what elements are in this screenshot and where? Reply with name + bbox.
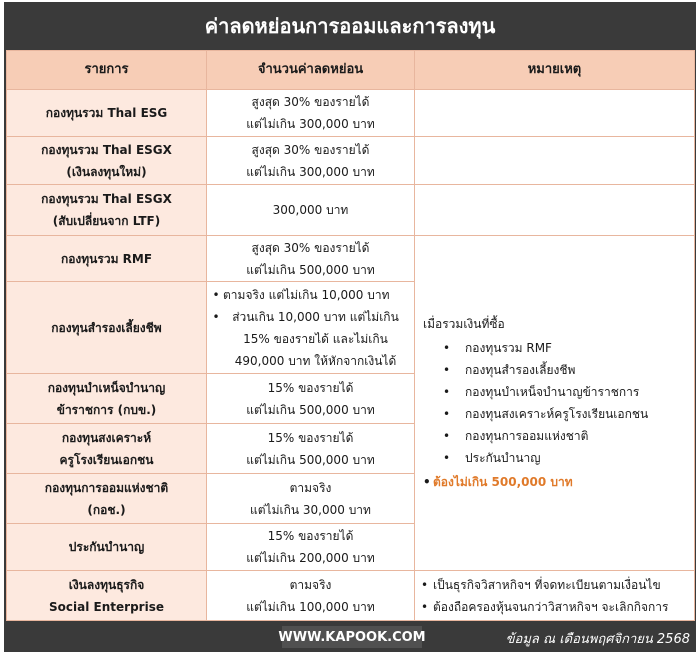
amount-line: แต่ไม่เกิน 500,000 บาท (246, 402, 375, 417)
item-sublabel: (กอช.) (87, 502, 126, 517)
table-row (7, 236, 695, 282)
bullet-icon: • (443, 341, 451, 355)
table-row (7, 185, 695, 236)
item-cell (7, 474, 207, 524)
amount-cell (207, 185, 415, 236)
amount-line: 15% ของรายได้ (267, 529, 354, 543)
item-cell (7, 571, 207, 621)
amount-bullet-text: ตามจริง แต่ไม่เกิน 10,000 บาท (223, 287, 390, 302)
item-cell (7, 137, 207, 185)
item-cell (7, 374, 207, 424)
bullet-icon: • (421, 599, 429, 614)
bullet-icon: • (423, 475, 431, 489)
amount-line: แต่ไม่เกิน 500,000 บาท (246, 262, 375, 277)
bullet-icon: • (443, 385, 451, 399)
amount-cell (207, 137, 415, 185)
note-item-text: กองทุนสงเคราะห์ครูโรงเรียนเอกชน (465, 407, 649, 421)
amount-line: แต่ไม่เกิน 300,000 บาท (246, 164, 375, 179)
note-list-item (421, 574, 688, 596)
amount-cell (207, 90, 415, 137)
limit-warning-text: ต้องไม่เกิน 500,000 บาท (433, 475, 573, 489)
note-list-item (421, 596, 688, 618)
bullet-icon: • (443, 407, 451, 421)
item-cell (7, 282, 207, 374)
amount-line: สูงสุด 30% ของรายได้ (251, 142, 370, 157)
brand-link[interactable]: WWW.KAPOOK.COM (282, 626, 422, 648)
column-header-item: รายการ (7, 51, 207, 90)
amount-cell (207, 424, 415, 474)
table-header-row (7, 51, 695, 90)
amount-cell (207, 236, 415, 282)
column-header-note: หมายเหตุ (415, 51, 695, 90)
item-label: เงินลงทุนธุรกิจ (68, 577, 145, 592)
amount-bullet (209, 306, 408, 372)
item-label: กองทุนรวม Thal ESGX (41, 192, 172, 206)
column-header-amount: จำนวนค่าลดหย่อน (207, 51, 415, 90)
amount-line: แต่ไม่เกิน 200,000 บาท (246, 551, 375, 565)
item-sublabel: ข้าราชการ (กบข.) (56, 402, 157, 417)
note-item-text: กองทุนบำเหน็จบำนาญข้าราชการ (465, 385, 640, 399)
item-label: กองทุนการออมแห่งชาติ (44, 480, 169, 495)
item-label: กองทุนสงเคราะห์ (61, 430, 152, 445)
item-label: ประกันบำนาญ (68, 540, 145, 554)
bullet-icon: • (443, 429, 451, 443)
table-row (7, 571, 695, 621)
item-cell (7, 90, 207, 137)
amount-line: สูงสุด 30% ของรายได้ (251, 95, 370, 109)
item-label: กองทุนรวม Thal ESG (45, 106, 168, 120)
bullet-icon: • (212, 309, 220, 324)
amount-line: ตามจริง (289, 577, 332, 592)
item-sublabel: Social Enterprise (49, 599, 164, 614)
amount-cell (207, 474, 415, 524)
note-item-text: กองทุนการออมแห่งชาติ (465, 429, 589, 443)
item-label: กองทุนรวม Thal ESGX (41, 142, 172, 157)
amount-line: 15% ของรายได้ (267, 430, 354, 445)
footer-bar (4, 624, 696, 652)
amount-cell (207, 374, 415, 424)
note-cell-empty (415, 137, 695, 185)
amount-line: 300,000 บาท (272, 203, 349, 217)
amount-line: แต่ไม่เกิน 30,000 บาท (250, 502, 371, 517)
table-row (7, 90, 695, 137)
table-row (7, 137, 695, 185)
note-item-text: ต้องถือครองหุ้นจนกว่าวิสาหกิจฯ จะเลิกกิจการ (433, 599, 669, 614)
item-label: กองทุนสำรองเลี้ยงชีพ (51, 320, 162, 335)
bullet-icon: • (421, 577, 429, 592)
item-sublabel: (เงินลงทุนใหม่) (66, 164, 147, 179)
amount-cell (207, 524, 415, 571)
note-list-item (423, 425, 688, 447)
item-sublabel: ครูโรงเรียนเอกชน (59, 452, 154, 467)
social-enterprise-note-cell (415, 571, 695, 621)
combined-limit-note (421, 313, 688, 493)
item-label: กองทุนรวม RMF (60, 251, 153, 266)
note-list-item (423, 403, 688, 425)
amount-line: ตามจริง (289, 480, 332, 495)
item-cell (7, 524, 207, 571)
amount-line: แต่ไม่เกิน 500,000 บาท (246, 452, 375, 467)
combined-limit-note-cell (415, 236, 695, 571)
bullet-icon: • (212, 287, 220, 302)
data-source-note: ข้อมูล ณ เดือนพฤศจิกายน 2568 (505, 631, 690, 647)
amount-bullet-text: ส่วนเกิน 10,000 บาท แต่ไม่เกิน 15% ของรายได้ และไม่เกิน 490,000 บาท ให้หักจากเงินได้ (232, 309, 399, 368)
deduction-table (6, 50, 695, 621)
amount-line: 15% ของรายได้ (267, 380, 354, 395)
infographic-frame (4, 2, 696, 652)
page-title: ค่าลดหย่อนการออมและการลงทุน (204, 14, 496, 38)
note-cell-empty (415, 90, 695, 137)
limit-warning (423, 471, 688, 493)
amount-bullet (209, 284, 408, 306)
bullet-icon: • (443, 363, 451, 377)
note-item-text: เป็นธุรกิจวิสาหกิจฯ ที่จดทะเบียนตามเงื่อนไข (433, 577, 661, 592)
bullet-icon: • (443, 451, 451, 465)
item-cell (7, 424, 207, 474)
amount-cell (207, 571, 415, 621)
note-item-text: กองทุนรวม RMF (465, 341, 552, 355)
amount-line: แต่ไม่เกิน 100,000 บาท (246, 599, 375, 614)
item-cell (7, 236, 207, 282)
item-label: กองทุนบำเหน็จบำนาญ (47, 380, 166, 395)
note-item-text: กองทุนสำรองเลี้ยงชีพ (465, 363, 576, 377)
note-list-item (423, 381, 688, 403)
note-list-item (423, 337, 688, 359)
item-sublabel: (สับเปลี่ยนจาก LTF) (52, 214, 161, 228)
amount-line: สูงสุด 30% ของรายได้ (251, 240, 370, 255)
amount-line: แต่ไม่เกิน 300,000 บาท (246, 117, 375, 131)
item-cell (7, 185, 207, 236)
note-list-item (423, 359, 688, 381)
note-cell-empty (415, 185, 695, 236)
note-lead-text: เมื่อรวมเงินที่ซื้อ (423, 317, 505, 331)
amount-cell (207, 282, 415, 374)
note-item-text: ประกันบำนาญ (465, 451, 541, 465)
note-list-item (423, 447, 688, 469)
